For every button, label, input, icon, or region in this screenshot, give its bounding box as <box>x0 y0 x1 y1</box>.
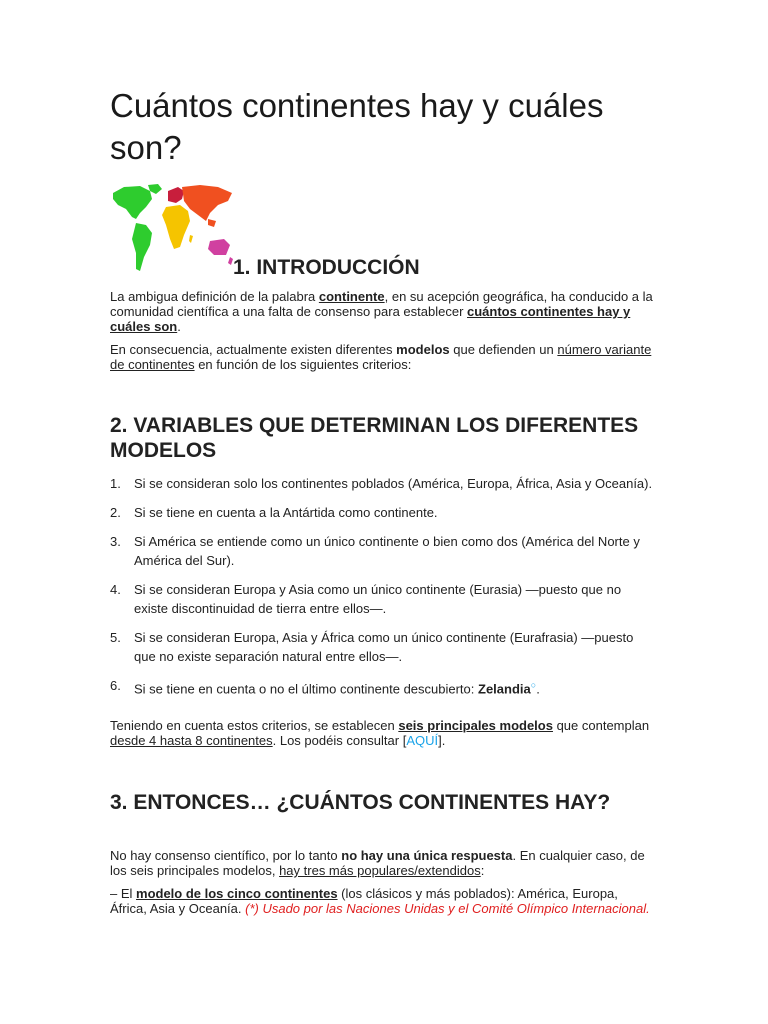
text-span: (los clásicos y más poblados): América, Europa, África, Asia y Oceanía. <box>110 886 618 916</box>
variables-paragraph <box>110 718 658 748</box>
entonces-paragraph-2 <box>110 886 658 916</box>
list-item-text: Si se consideran Europa y Asia como un único continente (Eurasia) —puesto que no existe discontinuidad de tierra entre ellos—. <box>134 582 622 616</box>
text-span: que contemplan <box>552 718 650 733</box>
link-dot-icon: ○ <box>530 680 537 690</box>
intro-paragraph-1 <box>110 289 658 334</box>
text-span: . <box>536 681 540 697</box>
keyword-numero-variante: número variante de continentes <box>110 342 652 372</box>
text-span: . En cualquier caso, de los seis principales modelos, <box>110 848 645 878</box>
text-span: . <box>177 319 181 334</box>
list-item <box>110 503 658 522</box>
section-heading-variables: 2. VARIABLES QUE DETERMINAN LOS DIFERENTES MODELOS <box>110 414 639 462</box>
aqui-link[interactable]: AQUÍ <box>406 733 439 748</box>
text-span: ]. <box>438 733 446 748</box>
text-span: , en su acepción geográfica, ha conducido a la comunidad científica a una falta de consenso para establecer <box>110 289 653 319</box>
list-item <box>110 580 658 618</box>
text-span: La ambigua definición de la palabra <box>110 289 319 304</box>
list-item-text: Si se consideran Europa, Asia y África como un único continente (Eurafrasia) —puesto que no existe separación natural entre ellos—. <box>134 630 634 664</box>
entonces-paragraph-1 <box>110 848 658 878</box>
text-span: Teniendo en cuenta estos criterios, se establecen <box>110 718 399 733</box>
list-item-text: Si se tiene en cuenta o no el último continente descubierto: <box>134 681 478 697</box>
list-item <box>110 532 658 570</box>
keyword-zelandia[interactable]: Zelandia <box>478 681 531 697</box>
criteria-list <box>110 474 658 708</box>
list-number: 6. <box>110 678 121 693</box>
text-span: . Los podéis consultar [ <box>272 733 407 748</box>
list-item-text: Si América se entiende como un único continente o bien como dos (América del Norte y América del Sur). <box>134 534 640 568</box>
keyword-desde-4-hasta-8: desde 4 hasta 8 continentes <box>110 733 273 748</box>
list-item <box>110 628 658 666</box>
list-item-text: Si se consideran solo los continentes poblados (América, Europa, África, Asia y Oceanía). <box>134 476 653 491</box>
keyword-cuantos-continentes: cuántos continentes hay y cuáles son <box>110 304 631 334</box>
text-span: en función de los siguientes criterios: <box>194 357 412 372</box>
list-number: 1. <box>110 476 121 491</box>
list-item-text: Si se tiene en cuenta a la Antártida como continente. <box>134 505 438 520</box>
keyword-tres-populares: hay tres más populares/extendidos <box>279 863 481 878</box>
page-title: Cuántos continentes hay y cuáles son? <box>110 87 604 166</box>
keyword-cinco-continentes: modelo de los cinco continentes <box>136 886 338 901</box>
section-heading-entonces: 3. ENTONCES… ¿CUÁNTOS CONTINENTES HAY? <box>110 791 611 814</box>
world-map-image <box>110 183 235 278</box>
text-span: En consecuencia, actualmente existen diferentes <box>110 342 397 357</box>
section-heading-introduccion: 1. INTRODUCCIÓN <box>233 256 420 279</box>
list-number: 5. <box>110 630 121 645</box>
text-span: No hay consenso científico, por lo tanto <box>110 848 342 863</box>
list-item <box>110 474 658 493</box>
text-span: – El <box>110 886 137 901</box>
list-item <box>110 676 658 698</box>
keyword-no-unica-respuesta: no hay una única respuesta <box>341 848 513 863</box>
keyword-modelos: modelos <box>396 342 450 357</box>
note-naciones-unidas: (*) Usado por las Naciones Unidas y el Comité Olímpico Internacional. <box>245 901 650 916</box>
intro-paragraph-2 <box>110 342 658 372</box>
list-number: 3. <box>110 534 121 549</box>
keyword-seis-modelos: seis principales modelos <box>398 718 553 733</box>
list-number: 2. <box>110 505 121 520</box>
text-span: : <box>480 863 485 878</box>
world-continents-icon <box>110 183 235 278</box>
keyword-continente: continente <box>318 289 385 304</box>
text-span: que defienden un <box>449 342 558 357</box>
list-number: 4. <box>110 582 121 597</box>
